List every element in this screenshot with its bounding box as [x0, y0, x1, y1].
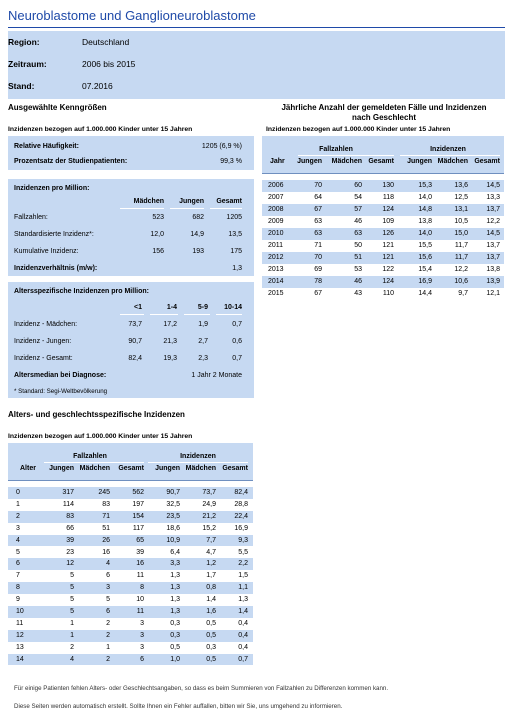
alter-header-rule [8, 480, 253, 481]
table-cell: 5 [106, 596, 110, 604]
table-cell: 21,2 [202, 512, 216, 520]
alt-cell: 2,7 [198, 338, 208, 345]
table-cell: 71 [102, 512, 110, 520]
kenngroessen-heading: Ausgewählte Kenngrößen [8, 103, 107, 112]
table-cell: 14,8 [418, 206, 432, 213]
table-row [262, 252, 504, 264]
table-cell: 2008 [268, 206, 284, 213]
table-cell: 2 [70, 643, 74, 651]
alter-col: Mädchen [185, 465, 216, 472]
ipm-col-divider [210, 208, 242, 209]
alter-group-rule [44, 462, 144, 463]
table-cell: 57 [354, 206, 362, 213]
table-cell: 14,0 [418, 194, 432, 201]
ipm-cell: 156 [152, 248, 164, 255]
table-row [262, 264, 504, 276]
table-row [8, 642, 253, 654]
alter-col: Gesamt [222, 465, 248, 472]
table-cell: 63 [354, 230, 362, 237]
table-cell: 1 [16, 500, 20, 508]
zeitraum-value: 2006 bis 2015 [82, 59, 136, 69]
table-cell: 32,5 [166, 500, 180, 508]
table-cell: 12,2 [486, 218, 500, 225]
table-cell: 0,4 [238, 619, 248, 627]
jaehrlich-col: Gesamt [368, 158, 394, 165]
table-cell: 10 [16, 608, 24, 615]
table-row [262, 228, 504, 240]
table-cell: 1,4 [206, 596, 216, 604]
jaehrlich-group-fallzahlen: Fallzahlen [319, 146, 353, 153]
table-cell: 2009 [268, 218, 284, 225]
table-cell: 51 [354, 254, 362, 261]
alt-cell: 2,3 [198, 355, 208, 362]
jaehrlich-group-rule [400, 155, 500, 156]
table-cell: 16 [102, 548, 110, 556]
table-row [262, 288, 504, 300]
altersmedian-label: Altersmedian bei Diagnose: [14, 372, 107, 379]
table-cell: 0,3 [170, 631, 180, 639]
table-cell: 5 [70, 608, 74, 615]
ipm-title: Inzidenzen pro Million: [14, 185, 90, 192]
table-cell: 4 [16, 536, 20, 544]
ipm-row-label: Fallzahlen: [14, 214, 48, 221]
ipm-cell: 1205 [226, 214, 242, 221]
table-cell: 3,3 [170, 560, 180, 568]
alt-col-divider [184, 314, 210, 315]
table-cell: 1,5 [238, 572, 248, 580]
table-cell: 78 [314, 278, 322, 285]
alt-cell: 19,3 [163, 355, 177, 362]
table-cell: 0,5 [206, 655, 216, 663]
table-cell: 15,6 [418, 254, 432, 261]
table-cell: 2015 [268, 290, 284, 297]
table-cell: 2007 [268, 194, 284, 201]
table-cell: 13,8 [418, 218, 432, 225]
table-cell: 43 [354, 290, 362, 297]
alt-col-1-4: 1-4 [166, 304, 177, 311]
alter-heading: Alters- und geschlechtsspezifische Inzidenzen [8, 410, 185, 419]
table-cell: 1,3 [170, 584, 180, 592]
ipm-cell: 12,0 [150, 231, 164, 238]
table-cell: 13 [16, 643, 24, 651]
table-cell: 124 [382, 206, 394, 213]
jaehrlich-col: Mädchen [331, 158, 362, 165]
inzidenzen-pro-million-box [8, 179, 254, 276]
table-cell: 1,2 [206, 560, 216, 568]
table-cell: 14,4 [418, 290, 432, 297]
table-cell: 71 [314, 242, 322, 249]
prozentsatz-value: 99,3 % [220, 158, 242, 165]
ipm-col-divider [170, 208, 204, 209]
alter-group-rule [148, 462, 248, 463]
table-cell: 1 [70, 619, 74, 627]
jaehrlich-col: Mädchen [437, 158, 468, 165]
table-cell: 109 [382, 218, 394, 225]
table-cell: 2 [106, 655, 110, 663]
alt-cell: 73,7 [128, 321, 142, 328]
alter-col: Jungen [155, 465, 180, 472]
verhaeltnis-label: Inzidenzverhältnis (m/w): [14, 265, 98, 272]
table-cell: 16 [136, 560, 144, 568]
table-cell: 130 [382, 182, 394, 189]
verhaeltnis-value: 1,3 [232, 265, 242, 272]
table-cell: 2010 [268, 230, 284, 237]
ipm-row-label: Standardisierte Inzidenz*: [14, 231, 94, 238]
jaehrlich-col: Gesamt [474, 158, 500, 165]
table-cell: 1,3 [170, 596, 180, 604]
table-cell: 70 [314, 182, 322, 189]
table-cell: 0 [16, 489, 20, 496]
table-cell: 11 [16, 619, 24, 627]
ipm-col-divider [120, 208, 164, 209]
table-cell: 1,6 [206, 608, 216, 615]
alt-cell: 17,2 [163, 321, 177, 328]
table-cell: 6 [106, 608, 110, 615]
table-cell: 0,3 [206, 643, 216, 651]
table-row [8, 487, 253, 499]
table-row [8, 654, 253, 666]
stand-label: Stand: [8, 81, 35, 91]
table-cell: 9 [16, 596, 20, 604]
stand-value: 07.2016 [82, 81, 113, 91]
table-cell: 53 [354, 266, 362, 273]
table-cell: 69 [314, 266, 322, 273]
table-row [8, 618, 253, 630]
table-row [8, 547, 253, 559]
alt-col-10-14: 10-14 [224, 304, 242, 311]
table-cell: 60 [354, 182, 362, 189]
alt-cell: 0,7 [232, 355, 242, 362]
table-cell: 14,5 [486, 182, 500, 189]
table-cell: 83 [102, 500, 110, 508]
footer-note-2: Diese Seiten werden automatisch erstellt. Sollte Ihnen ein Fehler auffallen, bitten wir Sie, uns umgehend zu informieren. [14, 703, 343, 710]
alter-group-fallzahlen: Fallzahlen [73, 453, 107, 460]
table-cell: 562 [132, 489, 144, 496]
table-cell: 0,4 [238, 643, 248, 651]
table-cell: 15,3 [418, 182, 432, 189]
table-cell: 51 [102, 524, 110, 532]
alter-table-body [8, 487, 253, 665]
table-cell: 12,1 [486, 290, 500, 297]
jaehrlich-header-rule [262, 173, 504, 174]
alt-row-label: Inzidenz - Gesamt: [14, 355, 73, 362]
table-cell: 0,5 [206, 631, 216, 639]
jaehrlich-col: Jungen [297, 158, 322, 165]
table-cell: 12 [16, 631, 24, 639]
table-cell: 64 [314, 194, 322, 201]
table-cell: 1,1 [238, 584, 248, 592]
table-cell: 54 [354, 194, 362, 201]
kenngroessen-subheading: Inzidenzen bezogen auf 1.000.000 Kinder unter 15 Jahren [8, 126, 193, 133]
table-row [8, 523, 253, 535]
ipm-col-maedchen: Mädchen [133, 198, 164, 205]
jaehrlich-group-rule [298, 155, 394, 156]
table-cell: 6 [106, 572, 110, 580]
table-cell: 0,7 [238, 655, 248, 663]
alter-group-inzidenzen: Inzidenzen [180, 453, 216, 460]
table-cell: 16,9 [418, 278, 432, 285]
table-cell: 0,8 [206, 584, 216, 592]
table-cell: 1 [106, 643, 110, 651]
table-cell: 6 [16, 560, 20, 568]
table-cell: 1,4 [238, 608, 248, 615]
alt-cell: 21,3 [163, 338, 177, 345]
alt-row-label: Inzidenz - Jungen: [14, 338, 72, 345]
ipm-cell: 14,9 [190, 231, 204, 238]
alt-col-divider [120, 314, 144, 315]
alt-title: Altersspezifische Inzidenzen pro Million: [14, 288, 149, 295]
table-cell: 3 [106, 584, 110, 592]
table-row [262, 240, 504, 252]
table-cell: 110 [382, 290, 394, 297]
alter-col: Jungen [49, 465, 74, 472]
table-cell: 8 [140, 584, 144, 592]
rel-haeufigkeit-value: 1205 (6,9 %) [201, 143, 242, 150]
altersmedian-value: 1 Jahr 2 Monate [191, 372, 242, 379]
alt-col-lt1: <1 [134, 304, 142, 311]
table-cell: 5 [70, 572, 74, 580]
ipm-cell: 193 [192, 248, 204, 255]
table-cell: 4,7 [206, 548, 216, 556]
table-cell: 10,5 [454, 218, 468, 225]
table-cell: 0,3 [170, 619, 180, 627]
table-cell: 197 [132, 500, 144, 508]
alter-col-alter: Alter [20, 465, 36, 472]
table-cell: 70 [314, 254, 322, 261]
table-cell: 26 [102, 536, 110, 544]
region-label: Region: [8, 37, 40, 47]
table-cell: 13,7 [486, 206, 500, 213]
alt-cell: 0,7 [232, 321, 242, 328]
ipm-cell: 13,5 [228, 231, 242, 238]
table-cell: 83 [66, 512, 74, 520]
table-cell: 10,6 [454, 278, 468, 285]
table-cell: 50 [354, 242, 362, 249]
table-cell: 13,9 [486, 278, 500, 285]
table-cell: 90,7 [166, 489, 180, 496]
table-row [8, 558, 253, 570]
table-cell: 10 [136, 596, 144, 604]
table-cell: 2011 [268, 242, 284, 249]
table-cell: 28,8 [234, 500, 248, 508]
table-cell: 8 [16, 584, 20, 592]
table-cell: 124 [382, 278, 394, 285]
table-cell: 14,5 [486, 230, 500, 237]
ipm-cell: 523 [152, 214, 164, 221]
table-row [262, 276, 504, 288]
table-cell: 10,9 [166, 536, 180, 544]
table-cell: 9,7 [458, 290, 468, 297]
table-cell: 14 [16, 655, 24, 663]
standard-note: * Standard: Segi-Weltbevölkerung [14, 388, 108, 395]
table-cell: 11 [136, 608, 144, 615]
table-cell: 6,4 [170, 548, 180, 556]
region-value: Deutschland [82, 37, 130, 47]
alter-col: Gesamt [118, 465, 144, 472]
table-cell: 2 [106, 631, 110, 639]
jaehrlich-heading-line1: Jährliche Anzahl der gemeldeten Fälle und Inzidenzen [281, 103, 487, 112]
table-cell: 154 [132, 512, 144, 520]
table-cell: 12 [66, 560, 74, 568]
table-cell: 6 [140, 655, 144, 663]
table-row [8, 535, 253, 547]
table-row [8, 511, 253, 523]
table-cell: 121 [382, 242, 394, 249]
table-cell: 9,3 [238, 536, 248, 544]
table-cell: 2 [16, 512, 20, 520]
alter-col: Mädchen [79, 465, 110, 472]
alter-subheading: Inzidenzen bezogen auf 1.000.000 Kinder unter 15 Jahren [8, 433, 193, 440]
table-cell: 67 [314, 290, 322, 297]
table-cell: 15,5 [418, 242, 432, 249]
table-cell: 3 [16, 524, 20, 532]
jaehrlich-col-jahr: Jahr [270, 158, 285, 165]
alt-row-label: Inzidenz - Mädchen: [14, 321, 78, 328]
table-cell: 2014 [268, 278, 284, 285]
table-cell: 317 [62, 489, 74, 496]
table-cell: 66 [66, 524, 74, 532]
table-cell: 13,7 [486, 242, 500, 249]
table-cell: 12,5 [454, 194, 468, 201]
table-cell: 24,9 [202, 500, 216, 508]
table-cell: 1,7 [206, 572, 216, 580]
table-cell: 114 [62, 500, 74, 508]
page-title: Neuroblastome und Ganglioneuroblastome [8, 8, 256, 23]
ipm-row-label: Kumulative Inzidenz: [14, 248, 79, 255]
table-cell: 11,7 [454, 254, 468, 261]
table-row [8, 594, 253, 606]
table-cell: 121 [382, 254, 394, 261]
table-cell: 46 [354, 218, 362, 225]
table-cell: 3 [140, 631, 144, 639]
table-cell: 4 [70, 655, 74, 663]
table-row [8, 630, 253, 642]
table-cell: 117 [132, 524, 144, 532]
jaehrlich-subheading: Inzidenzen bezogen auf 1.000.000 Kinder unter 15 Jahren [266, 126, 451, 133]
table-cell: 1,3 [170, 608, 180, 615]
table-row [262, 216, 504, 228]
table-cell: 39 [136, 548, 144, 556]
table-cell: 5 [70, 584, 74, 592]
table-row [8, 499, 253, 511]
table-cell: 0,4 [238, 631, 248, 639]
table-cell: 23 [66, 548, 74, 556]
alt-col-divider [150, 314, 178, 315]
ipm-cell: 682 [192, 214, 204, 221]
table-cell: 4 [106, 560, 110, 568]
table-row [8, 582, 253, 594]
title-divider [8, 27, 505, 28]
jaehrlich-heading-line2: nach Geschlecht [351, 113, 417, 122]
table-cell: 2,2 [238, 560, 248, 568]
table-cell: 67 [314, 206, 322, 213]
table-cell: 245 [98, 489, 110, 496]
table-cell: 3 [140, 619, 144, 627]
alt-col-divider [216, 314, 242, 315]
table-cell: 1 [70, 631, 74, 639]
table-cell: 0,5 [206, 619, 216, 627]
table-row [8, 606, 253, 618]
table-cell: 2006 [268, 182, 284, 189]
table-cell: 1,0 [170, 655, 180, 663]
table-cell: 82,4 [234, 489, 248, 496]
jaehrlich-group-inzidenzen: Inzidenzen [430, 146, 466, 153]
table-cell: 63 [314, 218, 322, 225]
table-cell: 73,7 [202, 489, 216, 496]
table-cell: 5 [16, 548, 20, 556]
table-cell: 65 [136, 536, 144, 544]
table-cell: 13,1 [454, 206, 468, 213]
table-cell: 118 [382, 194, 394, 201]
table-cell: 15,0 [454, 230, 468, 237]
footer-note-1: Für einige Patienten fehlen Alters- oder Geschlechtsangaben, so dass es beim Summieren von Fallzahlen zu Differenzen kommen kann. [14, 685, 389, 692]
table-cell: 3 [140, 643, 144, 651]
table-cell: 5,5 [238, 548, 248, 556]
table-cell: 23,5 [166, 512, 180, 520]
table-cell: 12,2 [454, 266, 468, 273]
table-cell: 1,3 [170, 572, 180, 580]
table-cell: 1,3 [238, 596, 248, 604]
table-row [8, 570, 253, 582]
table-cell: 18,6 [166, 524, 180, 532]
table-row [262, 192, 504, 204]
prozentsatz-label: Prozentsatz der Studienpatienten: [14, 158, 128, 165]
table-cell: 0,5 [170, 643, 180, 651]
table-row [262, 180, 504, 192]
jaehrlich-table-body [262, 180, 504, 300]
table-cell: 11,7 [454, 242, 468, 249]
ipm-col-jungen: Jungen [179, 198, 204, 205]
zeitraum-label: Zeitraum: [8, 59, 47, 69]
table-cell: 5 [70, 596, 74, 604]
ipm-col-gesamt: Gesamt [216, 198, 242, 205]
alt-cell: 1,9 [198, 321, 208, 328]
table-row [262, 204, 504, 216]
table-cell: 2013 [268, 266, 284, 273]
table-cell: 2 [106, 619, 110, 627]
table-cell: 126 [382, 230, 394, 237]
table-cell: 63 [314, 230, 322, 237]
alt-cell: 90,7 [128, 338, 142, 345]
alt-col-5-9: 5-9 [197, 304, 208, 311]
alt-cell: 0,6 [232, 338, 242, 345]
table-cell: 46 [354, 278, 362, 285]
table-cell: 15,2 [202, 524, 216, 532]
rel-haeufigkeit-label: Relative Häufigkeit: [14, 143, 79, 150]
table-cell: 13,6 [454, 182, 468, 189]
alt-cell: 82,4 [128, 355, 142, 362]
table-cell: 39 [66, 536, 74, 544]
ipm-cell: 175 [230, 248, 242, 255]
table-cell: 15,4 [418, 266, 432, 273]
table-cell: 16,9 [234, 524, 248, 532]
table-cell: 13,8 [486, 266, 500, 273]
table-cell: 11 [136, 572, 144, 580]
table-cell: 122 [382, 266, 394, 273]
table-cell: 14,0 [418, 230, 432, 237]
table-cell: 2012 [268, 254, 284, 261]
jaehrlich-col: Jungen [407, 158, 432, 165]
table-cell: 7,7 [206, 536, 216, 544]
table-cell: 22,4 [234, 512, 248, 520]
table-cell: 13,7 [486, 254, 500, 261]
table-cell: 13,3 [486, 194, 500, 201]
table-cell: 7 [16, 572, 20, 580]
